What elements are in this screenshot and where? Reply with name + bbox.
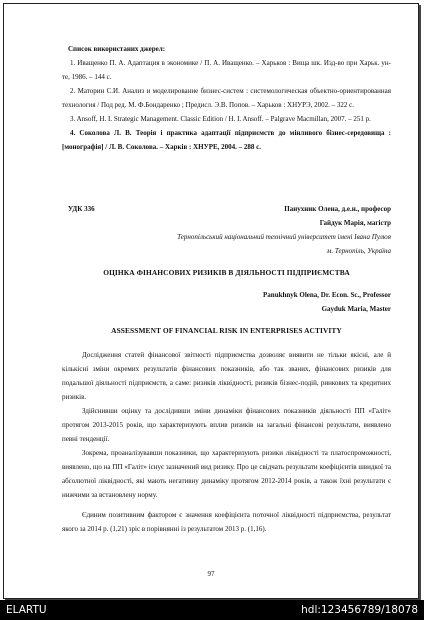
affiliation: Тернопільський національний технічний університет імені Івана Пулюя <box>177 233 391 241</box>
body-paragraph: Зокрема, проаналізувавши показники, що характеризують ризики ліквідності та платоспроможності, виявлено, що на ПП «Галіт» існує зазначений вид ризику. Про це свідчать результати коефіцієнтів швидкої та абсолютної ліквідності, які мають негативну динаміку протягом 2012-2014 років, а також їхні результати є нижчими за встановлену норму. <box>62 449 391 499</box>
article-title-en: ASSESSMENT OF FINANCIAL RISK IN ENTERPRISES ACTIVITY <box>111 326 342 335</box>
reference-item: 4. Соколова Л. В. Теорія і практика адаптації підприємств до мінливого бізнес-середовища : [монографія] / Л. В. Соколова. – Харків : ХНУРЕ, 2004. – 288 с. <box>62 129 391 151</box>
author-ua-1: Панухник Олена, д.е.н., професор <box>284 205 391 213</box>
footer-bar <box>0 600 424 620</box>
page-number: 97 <box>207 570 215 578</box>
page-content <box>62 42 391 536</box>
document-page <box>3 3 419 599</box>
reference-item: 2. Маторин С.И. Анализ и моделирование бизнес-систем : системологическая объектно-ориентированная технология / Под ред. М. Ф.Бондаренко ; Предисл. Э.В. Попов. – Харьков : ХНУРЭ, 2002. – 322 с. <box>62 87 391 109</box>
reference-item: 1. Иващенко П. А. Адаптация в экономике / П. А. Иващенко. – Харьков : Вища шк. Изд-во при Харьк. ун-те, 1986. – 144 с. <box>62 59 391 81</box>
udk-code: УДК 336 <box>68 205 95 213</box>
author-ua-2: Гайдук Марія, магістр <box>319 219 391 227</box>
footer-handle: hdl:123456789/18078 <box>301 604 418 616</box>
footer-repository: ELARTU <box>6 604 47 616</box>
author-en-1: Panukhnyk Olena, Dr. Econ. Sc., Professor <box>263 291 391 299</box>
article-title-ua: ОЦІНКА ФІНАНСОВИХ РИЗИКІВ В ДІЯЛЬНОСТІ ПІДПРИЄМСТВА <box>103 268 350 277</box>
references-heading: Список використаних джерел: <box>68 45 166 53</box>
body-paragraph: Єдиним позитивним фактором є значення коефіцієнта поточної ліквідності підприємства, результат якого за 2014 р. (1,21) зріс в порівнянні із результатом 2013 р. (1,16). <box>62 511 391 533</box>
city: м. Тернопіль, Україна <box>326 247 391 255</box>
body-paragraph: Здійснивши оцінку та дослідивши зміни динаміки фінансових показників діяльності ПП «Галіт» протягом 2013-2015 років, що характеризують вплив ризиків на загальні фінансові результати, виявлено певні тенденції. <box>62 407 391 443</box>
reference-item: 3. Ansoff, H. I. Strategic Management. Classic Edition / H. I. Ansoff. – Palgrave Macmillan, 2007. – 251 p. <box>70 115 371 123</box>
author-en-2: Gayduk Maria, Master <box>321 305 391 313</box>
body-paragraph: Дослідження статей фінансової звітності підприємства дозволяє виявити не тільки якісні, але й кількісні зміни окремих результатів фінансових показників, або так званих, фінансових ризиків для подальшої діяльності підприємств, а саме: ризиків ліквідності, ризиків бізнес-подій, ринкових та кредитних ризиків. <box>62 351 391 401</box>
